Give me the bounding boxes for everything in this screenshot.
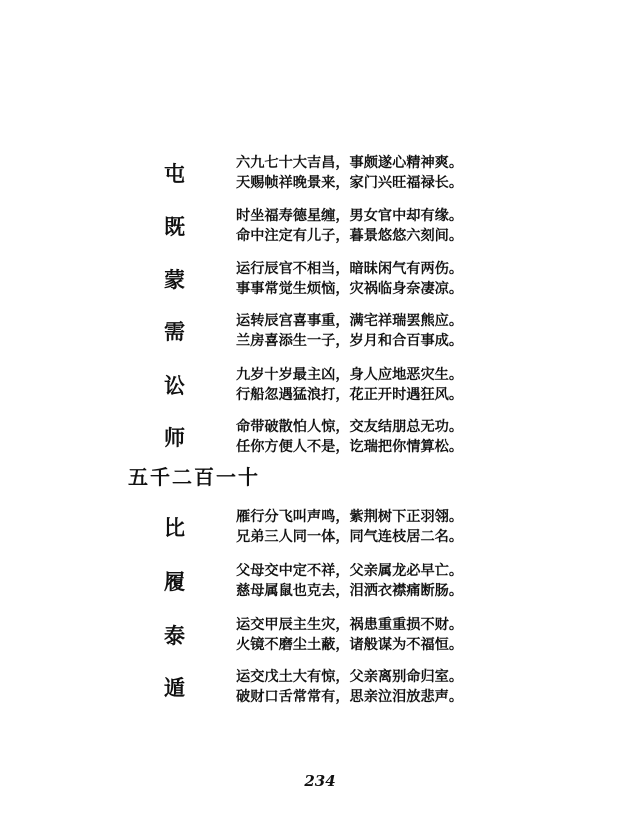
verse-line-1: 雁行分飞叫声鸣，紫荆树下正羽翎。: [236, 509, 464, 525]
entry-song: [0, 360, 640, 420]
verse-line-2: 破财口舌常常有，思亲泣泪放悲声。: [236, 689, 464, 705]
section-heading: 五千二百一十: [128, 465, 260, 489]
hexagram-name: 讼: [164, 373, 185, 398]
verse-line-2: 事事常觉生烦恼，灾祸临身奈凄凉。: [236, 281, 464, 297]
verse-line-1: 运转辰宫喜事重，满宅祥瑞罢熊应。: [236, 313, 464, 329]
hexagram-name: 既: [164, 214, 185, 239]
entry-xu: [0, 306, 640, 366]
hexagram-name: 履: [164, 569, 185, 594]
hexagram-name: 比: [164, 515, 185, 540]
hexagram-name: 需: [164, 319, 185, 344]
hexagram-name: 遁: [164, 675, 185, 700]
verse-line-1: 运交甲辰主生灾，祸患重重损不财。: [236, 617, 464, 633]
verse-line-2: 天赐帧祥晚景来，家门兴旺福禄长。: [236, 175, 464, 191]
entry-shi: [0, 412, 640, 472]
verse-line-2: 行船忽遇猛浪打，花正开时遇狂风。: [236, 387, 464, 403]
verse-line-1: 运行辰官不相当，暗昧闲气有两伤。: [236, 261, 464, 277]
entry-dun: [0, 662, 640, 722]
hexagram-name: 屯: [164, 161, 185, 186]
entry-zhun: [0, 148, 640, 208]
verse-line-2: 命中注定有儿子，暮景悠悠六刻间。: [236, 228, 464, 244]
entry-meng: [0, 254, 640, 314]
page-number: 234: [304, 772, 336, 790]
hexagram-name: 蒙: [164, 267, 185, 292]
verse-line-1: 命带破散怕人惊，交友结朋总无功。: [236, 419, 464, 435]
verse-line-2: 兰房喜添生一子，岁月和合百事成。: [236, 333, 464, 349]
verse-line-2: 慈母属鼠也克去，泪洒衣襟痛断肠。: [236, 583, 464, 599]
entry-lv: [0, 556, 640, 616]
verse-line-2: 火镜不磨尘土蔽，诸般谋为不福恒。: [236, 637, 464, 653]
entry-bi: [0, 502, 640, 562]
verse-line-1: 六九七十大吉昌，事颇遂心精神爽。: [236, 155, 464, 171]
verse-line-2: 兄弟三人同一体，同气连枝居二名。: [236, 529, 464, 545]
verse-line-2: 任你方便人不是，讫瑞把你情算松。: [236, 439, 464, 455]
verse-line-1: 九岁十岁最主凶，身人应地恶灾生。: [236, 367, 464, 383]
entry-tai: [0, 610, 640, 670]
hexagram-name: 师: [164, 425, 185, 450]
verse-line-1: 父母交中定不祥，父亲属龙必早亡。: [236, 563, 464, 579]
verse-line-1: 运交戊土大有惊，父亲离别命归室。: [236, 669, 464, 685]
entry-ji: [0, 201, 640, 261]
verse-line-1: 时坐福寿德星缠，男女官中却有缘。: [236, 208, 464, 224]
hexagram-name: 泰: [164, 623, 185, 648]
